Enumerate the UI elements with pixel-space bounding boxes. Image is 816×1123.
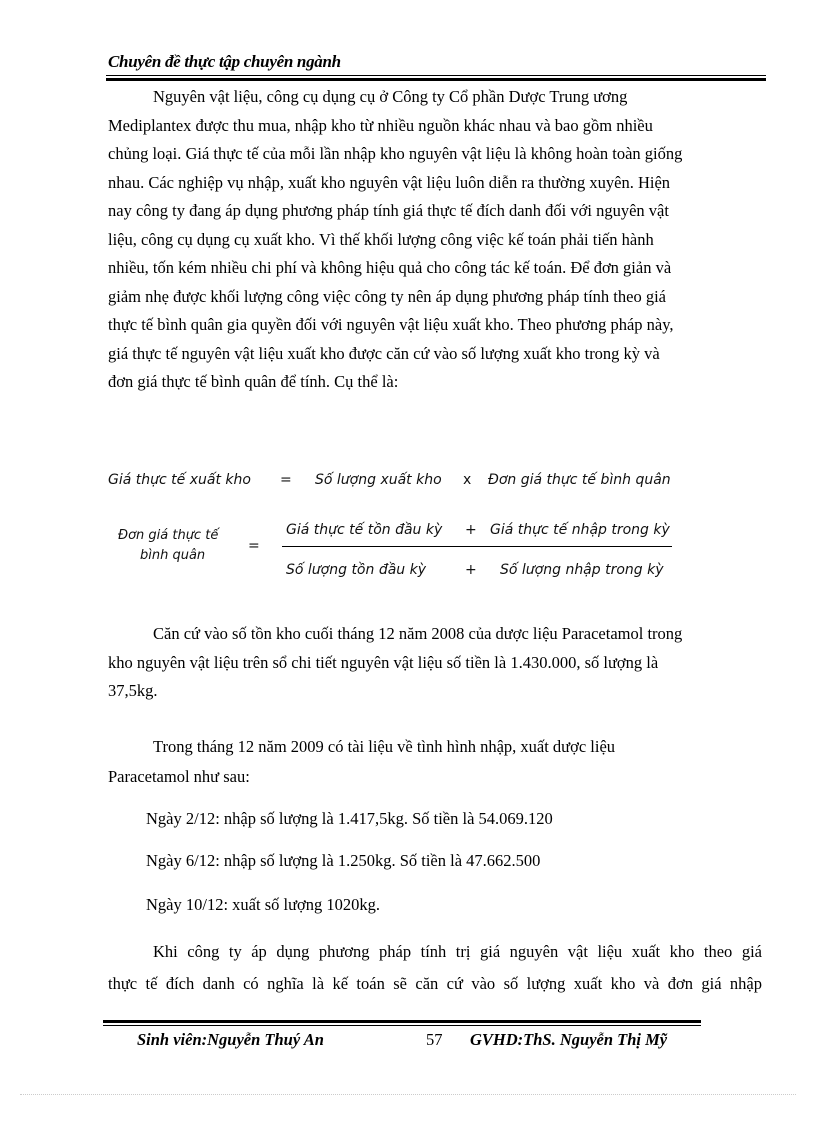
paragraph-line: chủng loại. Giá thực tế của mỗi lần nhập kho nguyên vật liệu là không hoàn toàn giống (108, 144, 683, 163)
paragraph-line: giảm nhẹ được khối lượng công việc công ty nên áp dụng phương pháp tính theo giá (108, 286, 666, 306)
entry-line: Ngày 10/12: xuất số lượng 1020kg. (146, 895, 380, 914)
paragraph-line: đơn giá thực tế bình quân để tính. Cụ thể là: (108, 372, 399, 391)
formula2-numerator-left: Giá thực tế tồn đầu kỳ (286, 522, 443, 538)
paragraph-line: 37,5kg. (108, 681, 158, 700)
formula2-denominator-left: Số lượng tồn đầu kỳ (286, 562, 426, 578)
footer-rule-thick (103, 1020, 701, 1023)
paragraph-intro (108, 83, 762, 397)
formula2-denominator-right: Số lượng nhập trong kỳ (500, 562, 664, 578)
formula2-lhs-line2: bình quân (140, 548, 206, 563)
formula1-quantity: Số lượng xuất kho (315, 472, 442, 488)
entry-line: Ngày 2/12: nhập số lượng là 1.417,5kg. Số tiền là 54.069.120 (146, 809, 553, 828)
paragraph-line: kho nguyên vật liệu trên sổ chi tiết nguyên vật liệu số tiền là 1.430.000, số lượng là (108, 652, 659, 672)
footer-advisor: GVHD:ThS. Nguyễn Thị Mỹ (470, 1030, 668, 1049)
paragraph-line: Trong tháng 12 năm 2009 có tài liệu về tình hình nhập, xuất dược liệu (153, 737, 616, 756)
formula2-numerator-right: Giá thực tế nhập trong kỳ (490, 522, 670, 538)
formula2-equals: = (248, 538, 260, 554)
paragraph-line: nhau. Các nghiệp vụ nhập, xuất kho nguyên vật liệu luôn diễn ra thường xuyên. Hiện (108, 172, 671, 192)
footer-student: Sinh viên:Nguyễn Thuý An (137, 1030, 324, 1049)
paragraph-line: Khi công ty áp dụng phương pháp tính trị giá nguyên vật liệu xuất kho theo giá (153, 942, 762, 961)
paragraph-line: giá thực tế nguyên vật liệu xuất kho được căn cứ vào số lượng xuất kho trong kỳ và (108, 343, 660, 363)
paragraph-line: Nguyên vật liệu, công cụ dụng cụ ở Công ty Cổ phần Dược Trung ương (153, 87, 628, 106)
formula1-unit-price: Đơn giá thực tế bình quân (488, 472, 671, 488)
paragraph-line: Paracetamol như sau: (108, 767, 250, 786)
paragraph-line: Căn cứ vào số tồn kho cuối tháng 12 năm 2008 của dược liệu Paracetamol trong (153, 624, 683, 643)
page-bottom-border (20, 1094, 796, 1095)
paragraph-line: nay công ty đang áp dụng phương pháp tính giá thực tế đích danh đối với nguyên vật (108, 201, 669, 220)
paragraph-line: Mediplantex được thu mua, nhập kho từ nhiều nguồn khác nhau và bao gồm nhiều (108, 115, 653, 135)
formula2-lhs-line1: Đơn giá thực tế (118, 528, 219, 543)
paragraph-line: liệu, công cụ dụng cụ xuất kho. Vì thế khối lượng công việc kế toán phải tiến hành (108, 229, 654, 249)
paragraph-line: thực tế bình quân gia quyền đối với nguyên vật liệu xuất kho. Theo phương pháp này, (108, 315, 674, 334)
formula2-denominator-plus: + (465, 562, 477, 578)
fraction-bar (282, 546, 672, 547)
footer-page-number: 57 (426, 1030, 443, 1049)
page-header-title: Chuyên đề thực tập chuyên ngành (108, 52, 341, 71)
paragraph-method-note (108, 936, 762, 1000)
footer-rule-thin (103, 1025, 701, 1026)
paragraph-december-data (108, 732, 762, 792)
entry-line: Ngày 6/12: nhập số lượng là 1.250kg. Số tiền là 47.662.500 (146, 851, 541, 870)
paragraph-opening-balance (108, 620, 762, 706)
formula1-lhs: Giá thực tế xuất kho (108, 472, 251, 488)
paragraph-line: thực tế đích danh có nghĩa là kế toán sẽ căn cứ vào số lượng xuất kho và đơn giá nhập (108, 974, 762, 993)
formula2-numerator-plus: + (465, 522, 477, 538)
header-rule-thick (106, 78, 766, 81)
paragraph-line: nhiều, tốn kém nhiều chi phí và không hiệu quả cho công tác kế toán. Để đơn giản và (108, 258, 672, 277)
header-rule-thin (106, 75, 766, 76)
formula1-equals: = (280, 472, 292, 488)
formula1-times: x (463, 472, 472, 488)
